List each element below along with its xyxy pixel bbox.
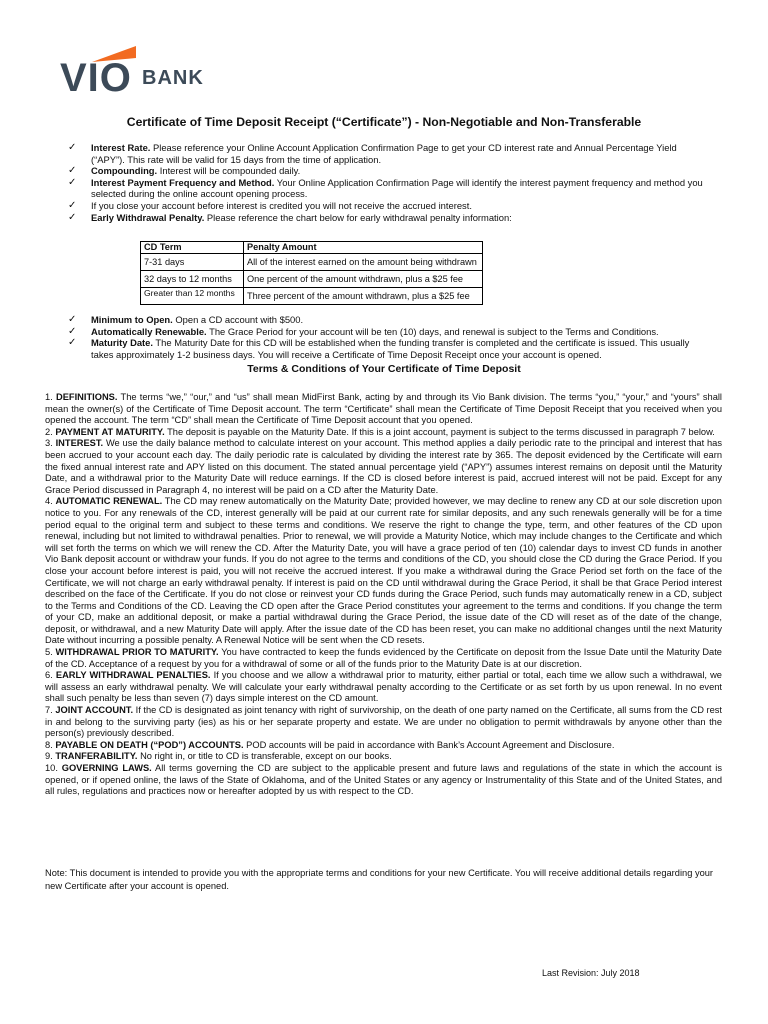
table-row xyxy=(141,254,483,271)
checkmark-icon: ✓ xyxy=(68,211,77,223)
note xyxy=(45,867,722,892)
terms-paragraph xyxy=(45,751,722,763)
terms-paragraph xyxy=(45,705,722,740)
list-item xyxy=(68,165,708,177)
list-item-text: The Grace Period for your account will be ten (10) days, and renewal is subject to the Terms and Conditions. xyxy=(206,325,659,337)
list-item xyxy=(68,200,708,212)
logo-vio-text: VIO xyxy=(60,56,132,100)
list-item xyxy=(68,212,708,224)
table-header-row xyxy=(141,242,483,254)
paragraph-heading: JOINT ACCOUNT. xyxy=(55,705,134,716)
paragraph-text: POD accounts will be paid in accordance with Bank’s Account Agreement and Disclosure. xyxy=(243,739,615,750)
paragraph-heading: AUTOMATIC RENEWAL. xyxy=(55,496,163,507)
terms-paragraph xyxy=(45,763,722,798)
paragraph-heading: EARLY WITHDRAWAL PENALTIES. xyxy=(55,670,211,681)
checkmark-icon: ✓ xyxy=(68,142,77,153)
table-header-cd-term: CD Term xyxy=(141,242,244,254)
terms-and-conditions xyxy=(45,392,722,798)
paragraph-text: The CD may renew automatically on the Maturity Date; provided however, we may decline to renew any CD at our sole discretion upon notice to you. For any renewals of the CD, interest generally will be paid at our current rate for similar deposits, and any such renewals generally will be for a time period equal to the original term and subject to these terms and conditions. We reserve the right to change the type, term, and other features of the CD upon renewal, including but not limited to withdrawal penalties. Prior to renewal, we will provide a Maturity Notice, which may include changes to the Certificate and which will set forth the terms on which we will renew the CD. After the Maturity Date, you will have a grace period of ten (10) calendar days to invest CD funds in another Vio Bank deposit account or withdraw your funds. If you do not agree to the terms and conditions of the CD, you should close the CD during the Grace Period. If you close your account before interest is paid, you will not receive the accrued interest. If you make a withdrawal during the Grace Period set forth on the face of the Certificate, we will not charge an early withdrawal penalty. If interest is paid on the CD until withdrawal during the Grace Period, it shall be that Grace Period interest described on the face of the Certificate. If you do not close or reinvest your CD funds during the Grace Period, such funds may automatically renew in a CD, subject to the Terms and Conditions of the CD. Leaving the CD open after the Grace Period constitutes your agreement to the terms and conditions. If you change the term of your CD, make an additional deposit, or make a partial withdrawal during the Grace Period, the issue date of the CD will reset as of the date of the change, deposit, or withdrawal, and a new Maturity Date will apply. After the issue date of the CD has been reset, you can make no additional changes until the next Maturity Date without incurring a possible penalty. A Renewal Notice will be sent when the CD resets. xyxy=(45,496,722,646)
terms-paragraph xyxy=(45,427,722,439)
paragraph-text: If you choose and we allow a withdrawal prior to maturity, either partial or total, each time we allow such a withdrawal, we will assess an early withdrawal penalty. We will calculate your early withdrawal penalty according to the Certificate or as set forth by us upon renewal. In no event shall such penalty be less than seven (7) days simple interest on the CD amount. xyxy=(45,670,722,704)
table-cell-penalty: Three percent of the amount withdrawn, plus a $25 fee xyxy=(244,288,483,305)
note-text: Note: This document is intended to provide you with the appropriate terms and conditions for your new Certificate. You will receive additional details regarding your new Certificate after your account is opened. xyxy=(45,868,714,891)
logo-bank-text: BANK xyxy=(142,67,204,89)
table-cell-term: 32 days to 12 months xyxy=(141,271,244,288)
paragraph-heading: WITHDRAWAL PRIOR TO MATURITY. xyxy=(55,647,219,658)
paragraph-number: 6. xyxy=(45,670,53,681)
checkmark-icon: ✓ xyxy=(68,314,77,325)
paragraph-heading: DEFINITIONS. xyxy=(56,392,118,402)
paragraph-number: 4. xyxy=(45,496,53,507)
table-cell-penalty: All of the interest earned on the amount being withdrawn xyxy=(244,254,483,271)
checkmark-icon: ✓ xyxy=(68,325,77,337)
list-item xyxy=(68,326,708,338)
paragraph-heading: TRANFERABILITY. xyxy=(55,751,138,762)
paragraph-heading: GOVERNING LAWS. xyxy=(61,763,152,773)
list-item-text: Please reference your Online Account Application Confirmation Page to get your CD interest rate and Annual Percentage Yield (“APY”). This rate will be valid for 15 days from the time of application. xyxy=(91,142,677,165)
list-item-heading: Minimum to Open. xyxy=(91,314,173,325)
paragraph-heading: PAYMENT AT MATURITY. xyxy=(55,426,165,437)
paragraph-number: 2. xyxy=(45,426,53,437)
terms-paragraph xyxy=(45,740,722,752)
paragraph-heading: PAYABLE ON DEATH (“POD”) ACCOUNTS. xyxy=(55,739,244,750)
list-item-text: Your Online Application Confirmation Page will identify the interest payment frequency and method you selected during the online account opening process. xyxy=(91,176,703,200)
list-item xyxy=(68,337,708,360)
terms-paragraph xyxy=(45,496,722,647)
terms-title: Terms & Conditions of Your Certificate of Time Deposit xyxy=(247,363,521,375)
paragraph-heading: INTEREST. xyxy=(55,438,104,449)
list-item xyxy=(68,142,708,165)
last-revision: Last Revision: July 2018 xyxy=(542,968,640,978)
list-item-heading: Maturity Date. xyxy=(91,337,153,349)
list-item-text: If you close your account before interest is credited you will not receive the accrued interest. xyxy=(91,199,472,211)
table-cell-penalty: One percent of the amount withdrawn, plus a $25 fee xyxy=(244,271,483,288)
list-item xyxy=(68,177,708,200)
list-item xyxy=(68,314,708,326)
paragraph-text: You have contracted to keep the funds evidenced by the Certificate on deposit from the Issue Date until the Maturity Date of the CD. Acceptance of a request by you for a withdrawal of some or all of the funds prior to the Maturity Date is at our discretion. xyxy=(45,647,722,669)
terms-paragraph xyxy=(45,392,722,427)
list-item-heading: Interest Rate. xyxy=(91,142,151,153)
checkmark-icon: ✓ xyxy=(68,337,77,349)
paragraph-text: If the CD is designated as joint tenancy with right of survivorship, on the death of one party named on the Certificate, all sums from the CD rest in and belong to the surviving party (ies) as his or her separate property and estate. We are under no obligation to permit withdrawals by anyone other than the person(s) previously described. xyxy=(45,705,723,739)
paragraph-number: 5. xyxy=(45,647,53,658)
checkmark-icon: ✓ xyxy=(68,165,77,177)
paragraph-text: No right in, or title to CD is transferable, except on our books. xyxy=(137,751,392,762)
document-title: Certificate of Time Deposit Receipt (“Certificate”) - Non-Negotiable and Non-Transferable xyxy=(126,115,642,129)
terms-paragraph xyxy=(45,647,722,670)
paragraph-text: The terms “we,” “our,” and “us” shall mean MidFirst Bank, acting by and through its Vio Bank division. The terms “you,” “your,” and “yours” shall mean the owner(s) of the Certificate of Time Deposit account. The term “Certificate” shall mean the Certificate of Time Deposit Receipt that you received when you opened the account. The term “CD” shall mean the Certificate of Time Deposit account that you opened. xyxy=(45,392,722,426)
table-cell-term: Greater than 12 months xyxy=(141,288,244,305)
checkmark-icon: ✓ xyxy=(68,199,77,211)
paragraph-number: 3. xyxy=(45,438,53,449)
list-item-text: Please reference the chart below for early withdrawal penalty information: xyxy=(204,211,512,223)
early-withdrawal-penalty-table xyxy=(140,241,483,305)
list-item-heading: Automatically Renewable. xyxy=(91,325,207,337)
paragraph-number: 10. xyxy=(45,763,58,773)
paragraph-number: 1. xyxy=(45,392,53,402)
table-row xyxy=(141,288,483,305)
terms-paragraph xyxy=(45,670,722,705)
list-item-heading: Interest Payment Frequency and Method. xyxy=(91,176,275,188)
paragraph-text: The deposit is payable on the Maturity Date. If this is a joint account, payment is subject to the terms discussed in paragraph 7 below. xyxy=(164,426,715,437)
paragraph-number: 8. xyxy=(45,739,53,750)
paragraph-text: We use the daily balance method to calculate interest on your account. This method applies a daily periodic rate to the principal and interest that has been accrued to your account each day. The daily periodic rate is calculated by dividing the interest rate by 365. The deposit evidenced by the Certificate will earn the fixed annual interest rate and APY listed on this document. The stated annual percentage yield (“APY”) assumes interest remains on deposit until the Maturity Date, and a withdrawal prior to the Maturity Date will reduce earnings. If the CD is closed before interest is paid, accrued interest will not be paid. Except for any Grace Period discussed in Paragraph 4, no interest will be paid on a CD after the Maturity Date. xyxy=(45,438,722,495)
paragraph-number: 7. xyxy=(45,705,53,716)
table-header-penalty-amount: Penalty Amount xyxy=(244,242,483,254)
paragraph-text: All terms governing the CD are subject to the applicable present and future laws and regulations of the state in which the account is opened, or if opened online, the laws of the State of Oklahoma, and of the United States or any agency or Instrumentality of this State and of the United States, and all rules, regulations and practices now or hereafter adopted by us with respect to the CD. xyxy=(45,763,722,797)
list-item-heading: Early Withdrawal Penalty. xyxy=(91,211,205,223)
features-list-bottom xyxy=(68,314,708,360)
checkmark-icon: ✓ xyxy=(68,176,77,188)
table-row xyxy=(141,271,483,288)
list-item-heading: Compounding. xyxy=(91,165,158,177)
table-cell-term: 7-31 days xyxy=(141,254,244,271)
paragraph-number: 9. xyxy=(45,751,53,762)
list-item-text: Open a CD account with $500. xyxy=(172,314,304,325)
list-item-text: The Maturity Date for this CD will be established when the funding transfer is completed and the certificate is issued. This usually takes approximately 1-2 business days. You will receive a Certificate of Time Deposit Receipt once your account is opened. xyxy=(91,337,690,360)
features-list-top xyxy=(68,142,708,223)
list-item-text: Interest will be compounded daily. xyxy=(157,165,301,177)
terms-paragraph xyxy=(45,438,722,496)
vio-bank-logo xyxy=(60,44,204,100)
